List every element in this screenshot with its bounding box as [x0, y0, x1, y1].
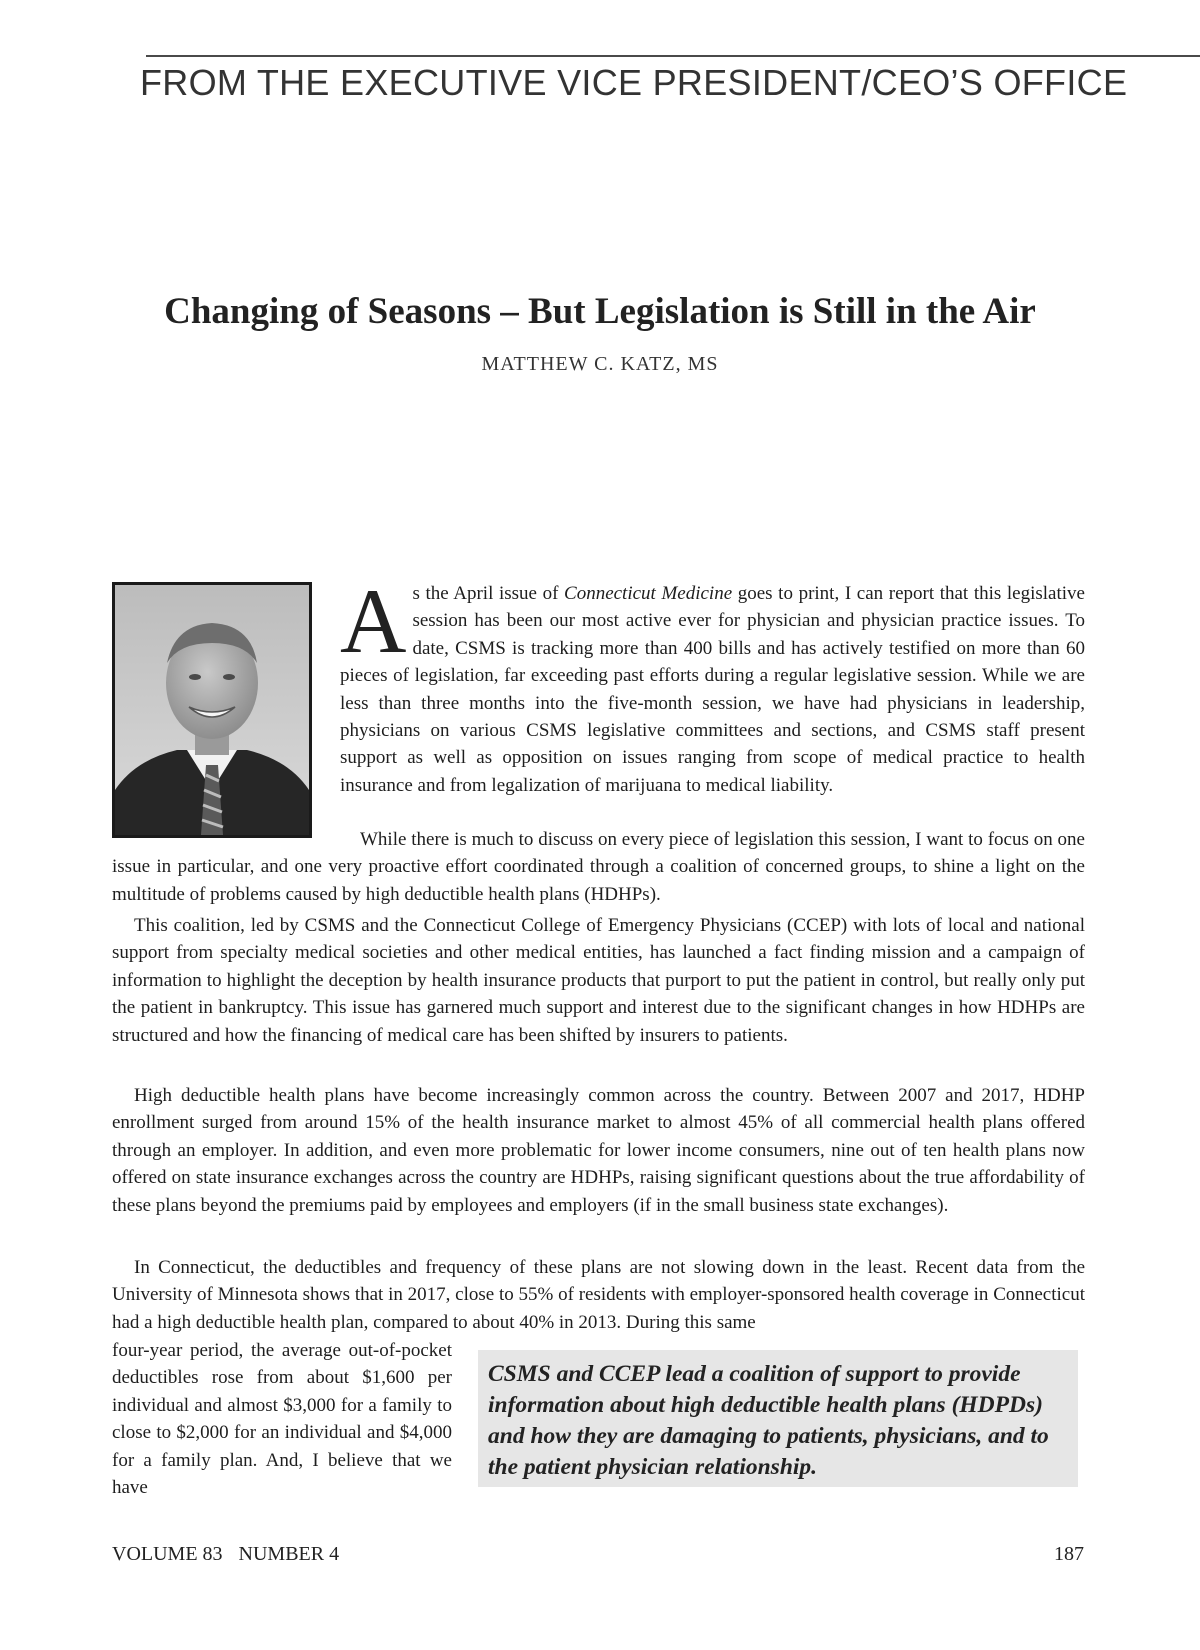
- header-rule: [146, 55, 1200, 57]
- body-paragraph-continued: four-year period, the average out-of-pocket deductibles rose from about $1,600 per individual and almost $3,000 for a family to close to $2,000 for an individual and $4,000 for a family plan. And, I believe that we have: [112, 1340, 452, 1499]
- body-paragraph: While there is much to discuss on every piece of legislation this session, I want to focus on one issue in particular, and one very proactive effort coordinated through a coalition of concerned groups, to shine a light on the multitude of problems caused by high deductible health plans (HDHPs).: [112, 829, 1085, 905]
- drop-cap: A: [340, 570, 407, 672]
- volume-label: VOLUME 83: [112, 1543, 223, 1565]
- intro-paragraph: [340, 570, 1085, 799]
- body-paragraph: This coalition, led by CSMS and the Connecticut College of Emergency Physicians (CCEP) with lots of local and national support from specialty medical societies and other medical entities, has launched a fact finding mission and a campaign of information to highlight the deception by health insurance products that purport to put the patient in control, but really only put the patient in bankruptcy. This issue has garnered much support and interest due to the significant changes in how HDHPs are structured and how the financing of medical care has been shifted by insurers to patients.: [112, 915, 1085, 1046]
- author-portrait-icon: [115, 585, 309, 835]
- page-number: 187: [1054, 1543, 1084, 1565]
- author-byline: MATTHEW C. KATZ, MS: [481, 353, 719, 375]
- pull-quote: CSMS and CCEP lead a coalition of support to provide information about high deductible health plans (HDPDs) and how they are damaging to patients, physicians, and to the patient physician relationship.: [478, 1350, 1078, 1487]
- journal-name: Connecticut Medicine: [564, 583, 733, 604]
- author-photo: [112, 582, 312, 838]
- body-paragraph: High deductible health plans have become increasingly common across the country. Between 2007 and 2017, HDHP enrollment surged from around 15% of the health insurance market to almost 45% of all commercial health plans offered through an employer. In addition, and even more problematic for lower income consumers, nine out of ten health plans now offered on state insurance exchanges across the country are HDHPs, raising significant questions about the true affordability of these plans beyond the premiums paid by employees and employers (if in the small business state exchanges).: [112, 1085, 1085, 1216]
- intro-lead: s the April issue of: [412, 583, 565, 604]
- footer-issue: [112, 1543, 339, 1566]
- article-title: Changing of Seasons – But Legislation is Still in the Air: [164, 291, 1036, 332]
- intro-text: goes to print, I can report that this legislative session has been our most active ever for physician and physician practice issues. To date, CSMS is tracking more than 400 bills and has actively testified on more than 60 pieces of legislation, far exceeding past efforts during a regular legislative session. While we are less than three months into the five-month session, we have had physicians in leadership, physicians on various CSMS legislative committees and sections, and CSMS staff present support as well as opposition on issues ranging from scope of medical practice to health insurance and from legalization of marijuana to medical liability.: [340, 583, 1085, 796]
- body-paragraph: In Connecticut, the deductibles and frequency of these plans are not slowing down in the least. Recent data from the University of Minnesota shows that in 2017, close to 55% of residents with employer-sponsored health coverage in Connecticut had a high deductible health plan, compared to about 40% in 2013. During this same: [112, 1257, 1085, 1333]
- section-header: FROM THE EXECUTIVE VICE PRESIDENT/CEO’S OFFICE: [140, 62, 1128, 103]
- number-label: NUMBER 4: [238, 1543, 340, 1565]
